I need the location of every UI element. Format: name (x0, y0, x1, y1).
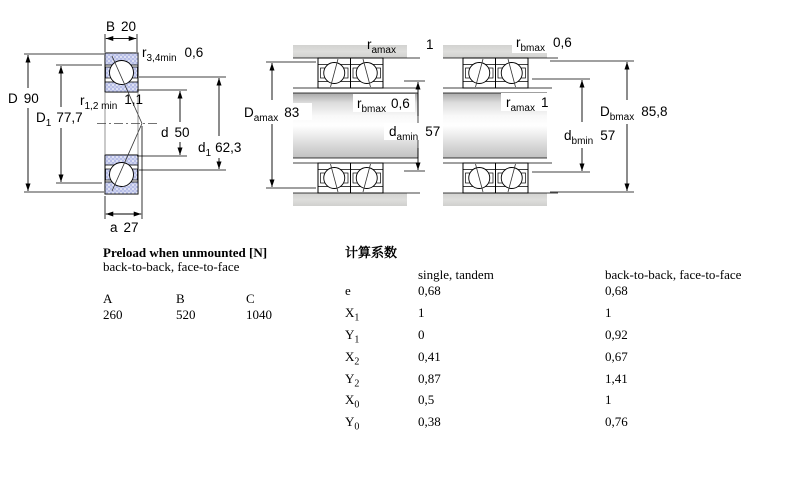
dim-label-Dbmax: $D_{bmax}$ 85,8 (600, 104, 668, 123)
dim-label-ramax-a: $r_{amax}$ 1 (367, 37, 434, 56)
preload-value-b: 520 (176, 307, 196, 322)
preload-table-title: Preload when unmounted [N] (103, 245, 268, 260)
factor-row-y0: $Y_0$ 0,38 0,76 (345, 414, 628, 433)
factor-row-e: e 0,68 0,68 (345, 283, 628, 298)
dim-label-D: D 90 (8, 91, 39, 106)
dim-label-r12: $r_{1,2 min}$ 1,1 (80, 92, 144, 112)
dim-label-damin: $d_{amin}$ 57 (389, 124, 441, 143)
dim-d (137, 90, 190, 156)
technical-drawing (0, 0, 800, 242)
preload-col-a: A (103, 291, 113, 306)
bearing-unit (463, 58, 496, 88)
paired-bearing-figure-b (443, 33, 667, 206)
preload-col-b: B (176, 291, 185, 306)
factors-col-single-tandem: single, tandem (418, 267, 494, 282)
preload-value-row (103, 307, 338, 323)
preload-table (103, 245, 338, 323)
dim-label-d: d 50 (161, 125, 190, 140)
dim-label-rbmax-b-group (512, 33, 576, 54)
factors-table-title: 计算系数 (345, 245, 398, 260)
dim-label-dbmin: $d_{bmin}$ 57 (564, 128, 616, 147)
dim-label-rbmax-a: $r_{bmax}$ 0,6 (357, 96, 410, 115)
factor-row-y1: $Y_1$ 0 0,92 (345, 326, 628, 346)
dim-label-Damax: $D_{amax}$ 83 (244, 105, 300, 124)
dim-label-rbmax-a-group (353, 94, 415, 115)
preload-header-row (103, 291, 338, 307)
dim-label-rbmax-b: $r_{bmax}$ 0,6 (516, 35, 572, 54)
bearing-unit (496, 163, 529, 193)
dim-label-d1: $d_1$ 62,3 (198, 140, 242, 159)
paired-bearing-figure-a (244, 37, 440, 206)
dim-label-a: a 27 (110, 220, 139, 235)
bearing-unit (318, 58, 351, 88)
factors-header-spacer (345, 266, 418, 283)
factors-header-row (345, 266, 765, 283)
bearing-unit (496, 58, 529, 88)
dim-B (105, 19, 137, 52)
preload-value-a: 260 (103, 307, 123, 322)
preload-table-subtitle: back-to-back, face-to-face (103, 259, 240, 274)
bearing-unit (351, 163, 384, 193)
factor-row-x0: $X_0$ 0,5 1 (345, 392, 612, 412)
dim-label-D1: $D_1$ 77,7 (36, 110, 83, 129)
preload-grid (103, 291, 338, 323)
calculation-factors-table (345, 245, 765, 436)
dim-label-ramax-b-group (501, 93, 551, 114)
dim-label-ramax-b: $r_{amax}$ 1 (506, 95, 549, 114)
factor-row-y2: $Y_2$ 0,87 1,41 (345, 370, 628, 390)
factor-row-x1: $X_1$ 1 1 (345, 304, 612, 324)
bearing-unit (351, 58, 384, 88)
factor-row-x2: $X_2$ 0,41 0,67 (345, 348, 628, 368)
dim-D1 (36, 65, 102, 183)
preload-value-c: 1040 (246, 307, 272, 322)
bearing-unit (318, 163, 351, 193)
dim-label-B: B 20 (106, 19, 137, 34)
preload-col-c: C (246, 291, 255, 306)
factors-col-back-to-back: back-to-back, face-to-face (605, 267, 742, 282)
single-bearing-figure (8, 19, 241, 235)
bearing-unit (463, 163, 496, 193)
dim-label-r34: $r_{3,4min}$ 0,6 (142, 45, 204, 64)
